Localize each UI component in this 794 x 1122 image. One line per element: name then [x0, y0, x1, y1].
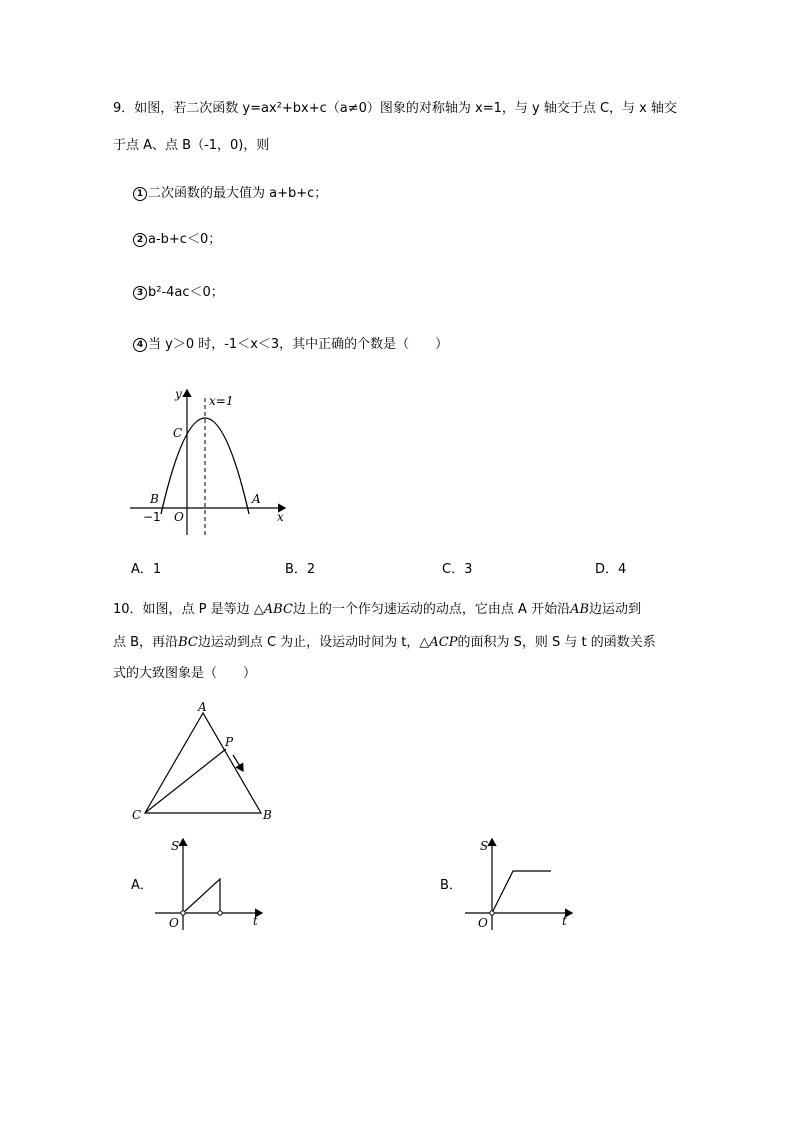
vertex-b-label: B	[263, 808, 272, 822]
triangle-abc	[145, 713, 261, 813]
circled-number: 4	[133, 338, 147, 352]
q9-parabola-figure	[125, 380, 300, 540]
text-segment: 边上的一个作匀速运动的动点，它由点 A 开始沿	[292, 602, 571, 617]
s-axis-label: S	[171, 839, 180, 853]
circled-number: 1	[133, 187, 147, 201]
text-segment: 的面积为 S，则 S 与 t 的函数关系	[457, 635, 656, 650]
q10-option-b-label: B．	[440, 878, 462, 893]
text-segment: 10．如图，点 P 是等边	[113, 602, 254, 617]
q9-option-b: B．2	[285, 562, 316, 577]
q9-statement-1	[133, 185, 327, 203]
q10-option-b-graph	[460, 833, 580, 933]
axis-of-symmetry-label: x=1	[209, 394, 234, 408]
text-segment: 边运动到	[589, 602, 642, 617]
statement-text: b²-4ac＜0；	[148, 285, 224, 300]
triangle-acp-term: △ACP	[419, 635, 458, 650]
origin-label: O	[174, 510, 184, 524]
q9-text-line2: 于点 A、点 B（-1，0)，则	[113, 138, 270, 153]
q10-option-a-graph	[150, 833, 270, 933]
graph-a-line	[183, 879, 220, 913]
t-axis-label: t	[253, 914, 258, 928]
neg-one-label: −1	[143, 510, 161, 524]
t-axis-label: t	[562, 914, 567, 928]
origin-label: O	[478, 916, 488, 930]
graph-b-line	[492, 871, 551, 913]
y-axis-label: y	[175, 387, 182, 401]
q10-text-line3: 式的大致图象是（ ）	[113, 666, 257, 681]
statement-text: 二次函数的最大值为 a+b+c；	[148, 186, 328, 201]
point-b-label: B	[150, 492, 159, 506]
q9-statement-4	[133, 336, 448, 354]
text-segment: 点 B，再沿	[113, 635, 179, 650]
vertex-c-label: C	[132, 808, 142, 822]
q9-option-c: C．3	[442, 562, 473, 577]
s-axis-label: S	[480, 839, 489, 853]
segment-bc-term: BC	[178, 635, 198, 650]
vertex-a-label: A	[198, 700, 207, 714]
origin-point	[490, 911, 494, 915]
q9-statement-2	[133, 231, 221, 249]
point-c-label: C	[173, 426, 183, 440]
q10-text-line2	[113, 634, 656, 652]
q9-option-a: A．1	[131, 562, 162, 577]
end-point	[218, 911, 222, 915]
triangle-abc-term: △ABC	[253, 602, 293, 617]
q10-option-a-label: A．	[131, 878, 153, 893]
x-axis-label: x	[277, 510, 284, 524]
direction-arrow	[233, 755, 243, 771]
origin-point	[181, 911, 185, 915]
q9-statement-3	[133, 284, 224, 302]
q10-text-line1	[113, 601, 641, 619]
q9-option-d: D．4	[595, 562, 627, 577]
point-a-label: A	[252, 492, 261, 506]
origin-label: O	[169, 916, 179, 930]
text-segment: 边运动到点 C 为止，设运动时间为 t，	[197, 635, 420, 650]
segment-cp	[145, 749, 226, 813]
q9-text-line1: 9．如图，若二次函数 y=ax²+bx+c（a≠0）图象的对称轴为 x=1，与 y 轴交于点 C，与 x 轴交	[113, 101, 677, 116]
circled-number: 3	[133, 286, 147, 300]
point-p-label: P	[225, 735, 234, 749]
segment-ab-term: AB	[570, 602, 590, 617]
q10-triangle-figure	[125, 695, 285, 827]
statement-text: 当 y＞0 时，-1＜x＜3，其中正确的个数是（ ）	[148, 337, 449, 352]
circled-number: 2	[133, 233, 147, 247]
statement-text: a-b+c＜0；	[148, 232, 222, 247]
